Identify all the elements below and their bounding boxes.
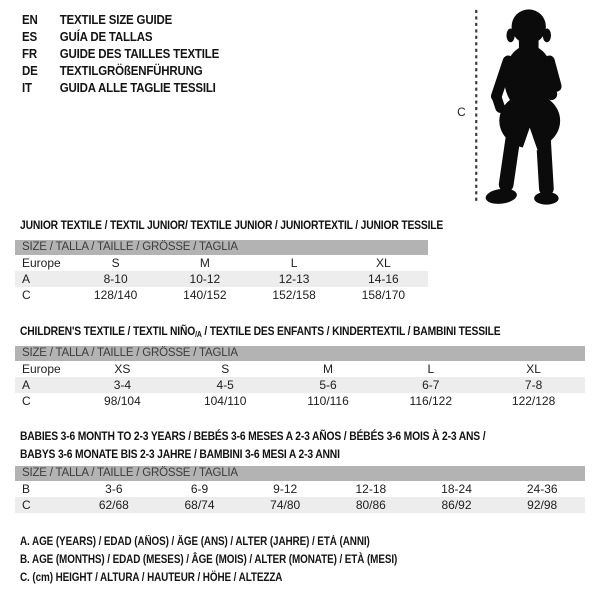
size-cell: 3-4: [113, 378, 132, 392]
size-cell: 104/110: [203, 394, 247, 408]
size-cell: 86/92: [441, 498, 472, 512]
language-code: ES: [22, 30, 37, 44]
language-title: GUIDA ALLE TAGLIE TESSILI: [59, 81, 216, 95]
size-cell: L: [290, 256, 298, 270]
table-row-height: [15, 393, 585, 409]
row-label: Europe: [22, 256, 61, 270]
row-label: C: [22, 288, 31, 302]
language-title: TEXTILGRÖßENFÜHRUNG: [59, 64, 203, 78]
size-cell: 80/86: [355, 498, 386, 512]
language-title-block: [22, 12, 219, 97]
language-row: [22, 80, 219, 97]
row-label: C: [22, 498, 31, 512]
language-code: FR: [22, 47, 37, 61]
heading-line-1: BABIES 3-6 MONTH TO 2-3 YEARS / BEBÉS 3-6 MESES A 2-3 AÑOS / BÉBÉS 3-6 MOIS À 2-3 ANS /: [20, 429, 486, 443]
size-table-babies: [15, 466, 585, 513]
footnotes: [20, 533, 397, 587]
size-cell: 68/74: [184, 498, 215, 512]
table-row-age: [15, 377, 585, 393]
size-cell: 18-24: [441, 482, 472, 496]
footnote-b: B. AGE (MONTHS) / EDAD (MESES) / ÂGE (MOIS) / ALTER (MONATE) / ETÀ (MESI): [20, 554, 398, 566]
size-header-bar: SIZE / TALLA / TAILLE / GRÖSSE / TAGLIA: [15, 466, 585, 481]
size-cell: 5-6: [319, 378, 337, 392]
size-cell: L: [427, 362, 435, 376]
table-heading-junior: JUNIOR TEXTILE / TEXTIL JUNIOR/ TEXTILE JUNIOR / JUNIORTEXTIL / JUNIOR TESSILE: [20, 218, 444, 232]
heading-line-2: BABYS 3-6 MONATE BIS 2-3 JAHRE / BAMBINI 3-6 MESI A 2-3 ANNI: [20, 447, 340, 461]
table-row-months: [15, 481, 585, 497]
size-cell: 152/158: [272, 288, 316, 302]
row-label: B: [22, 482, 31, 496]
size-cell: 6-7: [422, 378, 440, 392]
toddler-silhouette-figure: [440, 4, 590, 212]
size-cell: 116/122: [409, 394, 453, 408]
size-cell: 140/152: [183, 288, 227, 302]
size-cell: 110/116: [307, 394, 349, 408]
language-code: IT: [22, 81, 32, 95]
size-cell: M: [322, 362, 333, 376]
size-cell: 12-13: [278, 272, 310, 286]
heading-text: / TEXTILE DES ENFANTS / KINDERTEXTIL / BAMBINI TESSILE: [201, 324, 501, 338]
table-row-age: [15, 271, 428, 287]
toddler-silhouette: [485, 9, 560, 205]
size-cell: 8-10: [103, 272, 128, 286]
size-cell: 74/80: [270, 498, 301, 512]
table-heading-children: [20, 322, 500, 344]
table-row-height: [15, 287, 428, 303]
size-table-junior: [15, 240, 428, 303]
size-cell: 9-12: [273, 482, 298, 496]
language-title: TEXTILE SIZE GUIDE: [59, 13, 173, 27]
size-cell: M: [199, 256, 210, 270]
size-cell: 62/68: [98, 498, 129, 512]
size-cell: 128/140: [93, 288, 138, 302]
language-code: EN: [22, 13, 38, 27]
row-label: Europe: [22, 362, 61, 376]
size-cell: S: [221, 362, 230, 376]
size-cell: 10-12: [189, 272, 221, 286]
row-label: A: [22, 378, 31, 392]
size-cell: 12-18: [355, 482, 387, 496]
size-cell: XL: [376, 256, 391, 270]
language-row: [22, 63, 219, 80]
size-cell: 4-5: [216, 378, 234, 392]
heading-subscript: /A: [195, 330, 202, 339]
table-row-height: [15, 497, 585, 513]
size-cell: 14-16: [368, 272, 399, 286]
table-row-europe: [15, 255, 428, 271]
footnote-c: C. (cm) HEIGHT / ALTURA / HAUTEUR / HÖHE / ALTEZZA: [20, 572, 283, 584]
size-cell: 3-6: [105, 482, 123, 496]
size-cell: S: [111, 256, 120, 270]
size-cell: XL: [526, 362, 541, 376]
size-cell: 122/128: [511, 394, 556, 408]
footnote-a: A. AGE (YEARS) / EDAD (AÑOS) / ÂGE (ANS) / ALTER (JAHRE) / ETÀ (ANNI): [20, 536, 370, 548]
size-table-children: [15, 346, 585, 409]
size-cell: 6-9: [190, 482, 209, 496]
row-label: A: [22, 272, 31, 286]
size-cell: 92/98: [527, 498, 558, 512]
heading-text: CHILDREN'S TEXTILE / TEXTIL NIÑO: [20, 324, 196, 338]
language-title: GUÍA DE TALLAS: [59, 30, 153, 44]
size-cell: 98/104: [104, 394, 141, 408]
table-heading-babies: [20, 427, 485, 463]
size-header-bar: SIZE / TALLA / TAILLE / GRÖSSE / TAGLIA: [15, 240, 428, 255]
size-cell: 24-36: [526, 482, 558, 496]
language-row: [22, 29, 219, 46]
height-measure-label: C: [457, 105, 466, 119]
row-label: C: [22, 394, 31, 408]
size-cell: 158/170: [361, 288, 406, 302]
size-cell: XS: [114, 362, 131, 376]
table-row-europe: [15, 361, 585, 377]
language-title: GUIDE DES TAILLES TEXTILE: [59, 47, 220, 61]
language-row: [22, 46, 219, 63]
language-row: [22, 12, 219, 29]
size-cell: 7-8: [524, 378, 543, 392]
language-code: DE: [22, 64, 38, 78]
size-header-bar: SIZE / TALLA / TAILLE / GRÖSSE / TAGLIA: [15, 346, 585, 361]
